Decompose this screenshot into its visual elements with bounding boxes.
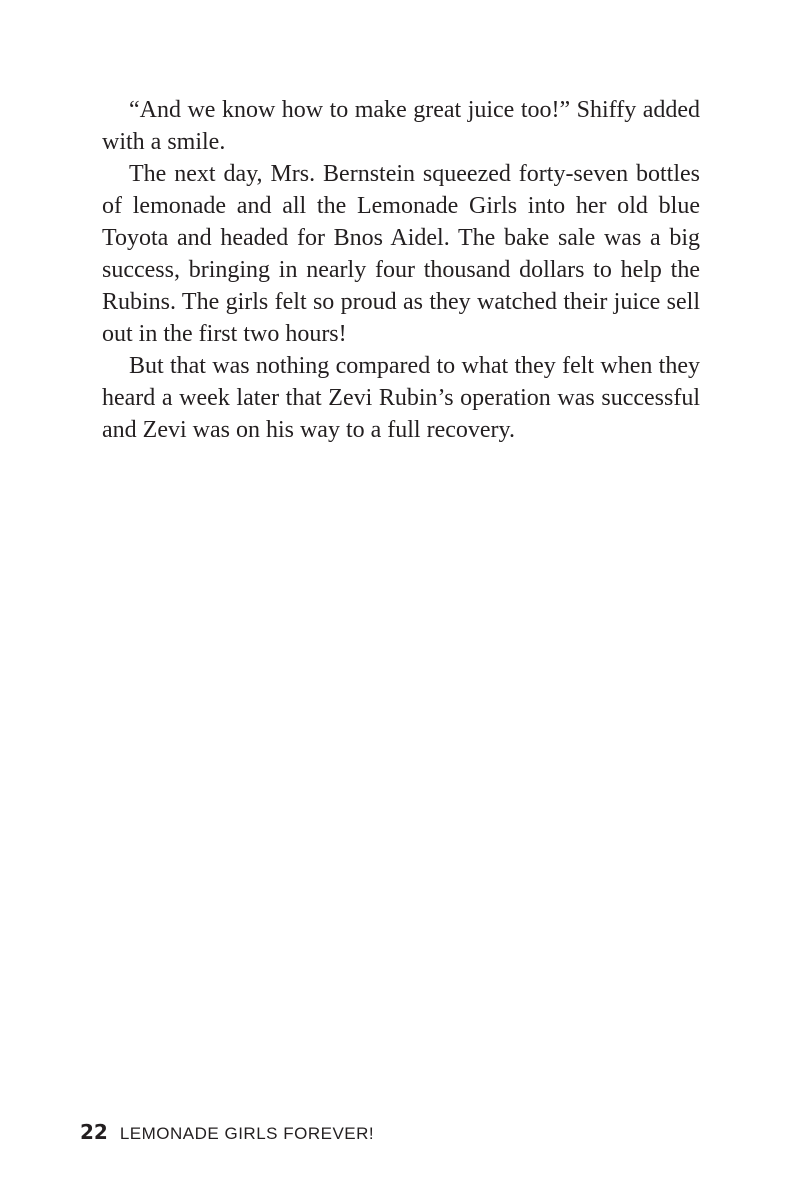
page-number: 22 [80,1120,108,1144]
running-title: LEMONADE GIRLS FOREVER! [119,1124,375,1143]
story-text [102,94,700,446]
paragraph-2: The next day, Mrs. Bernstein squeezed forty-seven bottles of lemonade and all the Lemonade Girls into her old blue Toyota and headed for Bnos Aidel. The bake sale was a big success, bringing in nearly four thousand dollars to help the Rubins. The girls felt so proud as they watched their juice sell out in the first two hours! [102,161,700,347]
page-footer [80,1120,374,1146]
paragraph-3: But that was nothing compared to what they felt when they heard a week later that Zevi Rubin’s operation was successful and Zevi was on his way to a full recovery. [102,353,700,443]
paragraph-1: “And we know how to make great juice too!” Shiffy added with a smile. [102,97,700,155]
